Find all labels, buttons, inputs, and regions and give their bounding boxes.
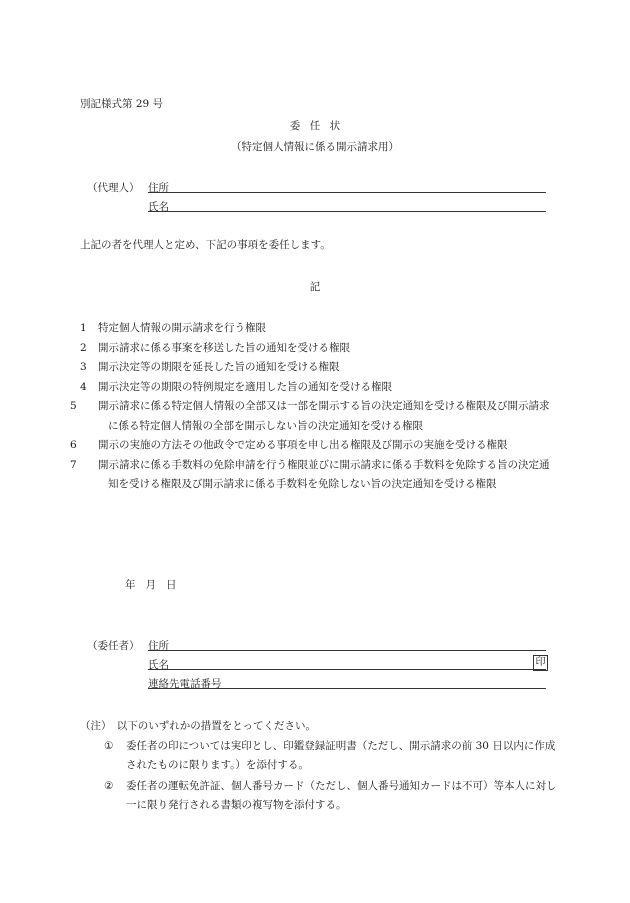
list-item [80, 339, 554, 359]
note-number: ① [104, 740, 114, 752]
item-number: 1 [80, 322, 87, 334]
item-text: 開示請求に係る手数料の免除申請を行う権限並びに開示請求に係る手数料を免除する旨の決定通知を受ける権限及び開示請求に係る手数料を免除しない旨の決定通知を受ける権限 [98, 458, 550, 490]
list-item [80, 319, 554, 339]
list-item: 7 開示請求に係る手数料の免除申請を行う権限並びに開示請求に係る手数料を免除する旨の決定通知を受ける権限及び開示請求に係る手数料を免除しない旨の決定通知を受ける権限 [70, 458, 550, 490]
date-day: 日 [166, 579, 177, 591]
agent-label: （代理人） [87, 182, 140, 194]
principal-label: （委任者） [87, 640, 140, 652]
item-text: 開示決定等の期限を延長した旨の通知を受ける権限 [98, 361, 340, 373]
document-title: 委任状 [289, 120, 350, 132]
intro-text: 上記の者を代理人と定め、下記の事項を委任します。 [80, 239, 331, 251]
note-heading: （注） 以下のいずれかの措置をとってください。 [80, 720, 317, 732]
principal-phone-line[interactable] [148, 688, 546, 689]
seal-box[interactable]: 印 [533, 655, 548, 671]
note-item [104, 737, 560, 775]
item-text: 開示請求に係る事案を移送した旨の通知を受ける権限 [98, 341, 350, 354]
note-text: 委任者の印については実印とし、印鑑登録証明書（ただし、開示請求の前 30 日以内に作成されたものに限ります。）を添付する。 [126, 740, 556, 771]
delegation-list [70, 319, 554, 495]
note-number: ② [104, 780, 114, 792]
agent-name-line[interactable] [148, 211, 546, 212]
note-text: 委任者の運転免許証、個人番号カード（ただし、個人番号通知カードは不可）等本人に対し一に限り発行される書類の複写物を添付する。 [126, 780, 557, 811]
date-month: 月 [145, 579, 156, 591]
date-year: 年 [125, 579, 136, 591]
item-number: 3 [80, 361, 87, 373]
principal-name-label: 氏名 [148, 659, 169, 671]
principal-address-label: 住所 [148, 640, 169, 652]
item-number: 4 [80, 380, 87, 393]
item-text: 開示の実施の方法その他政令で定める事項を申し出る権限及び開示の実施を受ける権限 [98, 439, 508, 451]
date-line[interactable] [125, 577, 187, 592]
list-item [80, 358, 554, 378]
item-text: 開示決定等の期限の特例規定を適用した旨の通知を受ける権限 [98, 380, 392, 393]
principal-name-line[interactable] [148, 669, 546, 670]
list-item: 5 開示請求に係る特定個人情報の全部又は一部を開示する旨の決定通知を受ける権限及び開示請求に係る特定個人情報の全部を開示しない旨の決定通知を受ける権限 [70, 400, 550, 432]
item-text: 特定個人情報の開示請求を行う権限 [98, 322, 266, 334]
note-item [104, 777, 560, 815]
principal-phone-label: 連絡先電話番号 [148, 678, 222, 690]
agent-name-label: 氏名 [148, 201, 169, 213]
form-number: 別記様式第 29 号 [80, 98, 164, 110]
list-item: 6 開示の実施の方法その他政令で定める事項を申し出る権限及び開示の実施を受ける権限 [70, 439, 508, 451]
item-number: 2 [80, 341, 87, 354]
item-text: 開示請求に係る特定個人情報の全部又は一部を開示する旨の決定通知を受ける権限及び開示請求に係る特定個人情報の全部を開示しない旨の決定通知を受ける権限 [98, 400, 550, 432]
agent-address-line[interactable] [148, 192, 546, 193]
agent-address-label: 住所 [148, 182, 169, 194]
principal-address-line[interactable] [148, 650, 546, 651]
ki-heading: 記 [309, 281, 321, 293]
document-subtitle: （特定個人情報に係る開示請求用） [231, 141, 399, 153]
list-item [80, 378, 554, 398]
